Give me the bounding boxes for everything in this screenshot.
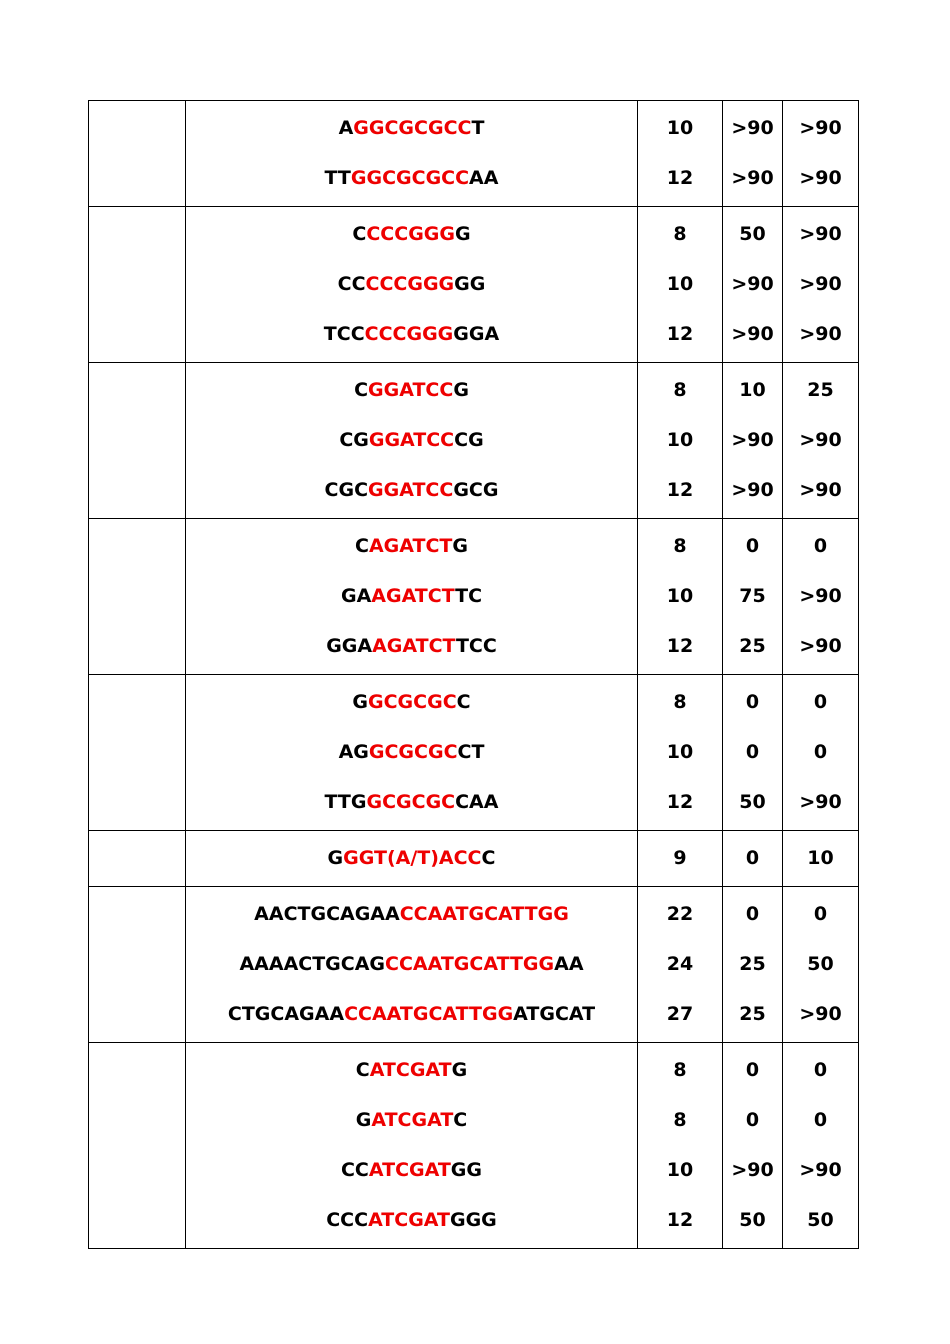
length-cell xyxy=(638,675,723,831)
recognition-site: GGCGCGCC xyxy=(353,117,472,139)
cleavage-percent-short: 50 xyxy=(739,1209,766,1231)
oligo-sequence xyxy=(186,1045,637,1095)
flank-5prime: CC xyxy=(337,273,366,295)
oligo-length: 10 xyxy=(666,741,694,763)
cleavage-percent-long: 50 xyxy=(807,953,834,975)
sequence-cell xyxy=(186,887,638,1043)
cleavage-percent-short: 25 xyxy=(739,635,766,657)
enzyme-cell xyxy=(89,207,186,363)
flank-5prime: G xyxy=(327,847,344,869)
cleavage-short-cell xyxy=(723,1043,783,1249)
recognition-site: CCCGGG xyxy=(364,323,454,345)
cleavage-percent-long: >90 xyxy=(799,479,842,501)
flank-3prime: TCC xyxy=(455,635,497,657)
flank-5prime: AG xyxy=(338,741,369,763)
cleavage-percent-short: 0 xyxy=(745,535,760,557)
cleavage-short-cell xyxy=(723,207,783,363)
enzyme-cell xyxy=(89,101,186,207)
flank-3prime: GG xyxy=(450,1159,482,1181)
cleavage-short-cell xyxy=(723,887,783,1043)
oligo-sequence xyxy=(186,1145,637,1195)
cleavage-percent-short: 0 xyxy=(745,1059,760,1081)
cleavage-percent-long: >90 xyxy=(799,273,842,295)
flank-5prime: AAAACTGCAG xyxy=(239,953,386,975)
flank-5prime: CGC xyxy=(324,479,369,501)
oligo-length: 12 xyxy=(666,167,694,189)
oligo-length: 8 xyxy=(673,1059,687,1081)
cleavage-percent-long: >90 xyxy=(799,635,842,657)
sequence-cell xyxy=(186,519,638,675)
cleavage-percent-short: >90 xyxy=(731,167,774,189)
cleavage-short-cell xyxy=(723,101,783,207)
oligo-sequence xyxy=(186,415,637,465)
oligo-length: 10 xyxy=(666,429,694,451)
flank-5prime: CG xyxy=(339,429,369,451)
oligo-sequence xyxy=(186,777,637,827)
flank-3prime: G xyxy=(453,379,469,401)
flank-5prime: GA xyxy=(340,585,372,607)
cleavage-percent-long: >90 xyxy=(799,429,842,451)
oligo-sequence xyxy=(186,365,637,415)
flank-5prime: GGA xyxy=(326,635,373,657)
cleavage-percent-short: 0 xyxy=(745,847,760,869)
oligo-length: 9 xyxy=(673,847,687,869)
cleavage-percent-long: >90 xyxy=(799,585,842,607)
flank-5prime: C xyxy=(352,223,367,245)
sequence-cell xyxy=(186,101,638,207)
flank-3prime: CAA xyxy=(455,791,499,813)
recognition-site: GCGCGC xyxy=(366,791,456,813)
cleavage-percent-short: >90 xyxy=(731,429,774,451)
oligo-sequence xyxy=(186,621,637,671)
oligo-length: 22 xyxy=(666,903,694,925)
recognition-site: GGATCC xyxy=(368,429,455,451)
oligo-length: 12 xyxy=(666,791,694,813)
cleavage-long-cell xyxy=(783,831,859,887)
oligo-length: 24 xyxy=(666,953,694,975)
flank-3prime: G xyxy=(451,1059,468,1081)
oligo-sequence xyxy=(186,259,637,309)
enzyme-cell xyxy=(89,363,186,519)
cleavage-percent-short: >90 xyxy=(731,479,774,501)
flank-3prime: TC xyxy=(455,585,483,607)
cleavage-percent-short: 75 xyxy=(739,585,766,607)
recognition-site: GGATCC xyxy=(368,479,454,501)
cleavage-percent-short: >90 xyxy=(731,1159,774,1181)
flank-3prime: CT xyxy=(457,741,485,763)
cleavage-long-cell xyxy=(783,101,859,207)
cleavage-percent-short: 25 xyxy=(739,953,766,975)
sequence-cell xyxy=(186,1043,638,1249)
oligo-length: 8 xyxy=(673,223,687,245)
cleavage-percent-long: 0 xyxy=(813,1109,828,1131)
table-row xyxy=(89,101,859,207)
flank-3prime: T xyxy=(471,117,485,139)
enzyme-cell xyxy=(89,1043,186,1249)
oligo-length: 12 xyxy=(666,1209,694,1231)
oligo-length: 12 xyxy=(666,635,694,657)
oligo-sequence xyxy=(186,1095,637,1145)
length-cell xyxy=(638,363,723,519)
recognition-site: CCAATGCATTGG xyxy=(385,953,555,975)
flank-5prime: G xyxy=(355,1109,372,1131)
cleavage-percent-long: 0 xyxy=(813,1059,828,1081)
cleavage-percent-long: 0 xyxy=(813,691,828,713)
cleavage-long-cell xyxy=(783,675,859,831)
oligo-sequence xyxy=(186,889,637,939)
oligo-sequence xyxy=(186,465,637,515)
oligo-length: 8 xyxy=(673,1109,687,1131)
recognition-site: GCGCGC xyxy=(368,741,458,763)
oligo-length: 10 xyxy=(666,273,694,295)
recognition-site: GGATCC xyxy=(368,379,454,401)
cleavage-percent-long: >90 xyxy=(799,117,842,139)
oligo-sequence xyxy=(186,153,637,203)
table-row xyxy=(89,831,859,887)
recognition-site: CCAATGCATTGG xyxy=(344,1003,514,1025)
recognition-site: ATCGAT xyxy=(368,1209,450,1231)
oligo-length: 10 xyxy=(666,117,694,139)
cleavage-percent-long: >90 xyxy=(799,323,842,345)
cleavage-percent-short: 0 xyxy=(745,1109,760,1131)
oligo-length: 8 xyxy=(673,535,687,557)
cleavage-long-cell xyxy=(783,519,859,675)
oligo-length: 8 xyxy=(673,691,687,713)
cleavage-short-cell xyxy=(723,519,783,675)
cleavage-long-cell xyxy=(783,1043,859,1249)
table-row xyxy=(89,1043,859,1249)
flank-3prime: AA xyxy=(469,167,499,189)
cleavage-percent-long: 0 xyxy=(813,741,828,763)
cleavage-long-cell xyxy=(783,887,859,1043)
flank-5prime: CC xyxy=(340,1159,369,1181)
recognition-site: CCCGGG xyxy=(365,273,455,295)
oligo-sequence xyxy=(186,1195,637,1245)
cleavage-percent-long: >90 xyxy=(799,1159,842,1181)
cleavage-percent-short: 25 xyxy=(739,1003,766,1025)
oligo-sequence xyxy=(186,989,637,1039)
length-cell xyxy=(638,887,723,1043)
cleavage-percent-short: 0 xyxy=(745,691,760,713)
flank-3prime: ATGCAT xyxy=(513,1003,596,1025)
cleavage-short-cell xyxy=(723,363,783,519)
cleavage-percent-long: 10 xyxy=(807,847,834,869)
flank-3prime: GCG xyxy=(453,479,499,501)
recognition-site: CCCGGG xyxy=(366,223,455,245)
flank-3prime: GGA xyxy=(453,323,500,345)
oligo-length: 12 xyxy=(666,479,694,501)
flank-3prime: G xyxy=(454,223,471,245)
flank-3prime: AA xyxy=(554,953,584,975)
cleavage-percent-short: >90 xyxy=(731,323,774,345)
cleavage-percent-long: 0 xyxy=(813,535,828,557)
oligo-cleavage-table xyxy=(88,100,859,1249)
recognition-site: AGATCT xyxy=(372,635,456,657)
oligo-sequence xyxy=(186,939,637,989)
cleavage-percent-long: >90 xyxy=(799,167,842,189)
flank-5prime: C xyxy=(355,535,369,557)
cleavage-percent-short: 50 xyxy=(739,791,766,813)
oligo-sequence xyxy=(186,571,637,621)
flank-5prime: AACTGCAGAA xyxy=(254,903,400,925)
cleavage-percent-long: 50 xyxy=(807,1209,834,1231)
cleavage-percent-long: 0 xyxy=(813,903,828,925)
recognition-site: GGCGCGCC xyxy=(350,167,470,189)
table-row xyxy=(89,207,859,363)
recognition-site: AGATCT xyxy=(368,535,453,557)
table-row xyxy=(89,675,859,831)
cleavage-percent-short: 10 xyxy=(739,379,766,401)
flank-5prime: C xyxy=(354,379,369,401)
sequence-cell xyxy=(186,675,638,831)
sequence-cell xyxy=(186,363,638,519)
length-cell xyxy=(638,207,723,363)
table-row xyxy=(89,363,859,519)
length-cell xyxy=(638,101,723,207)
cleavage-long-cell xyxy=(783,207,859,363)
enzyme-cell xyxy=(89,831,186,887)
oligo-sequence xyxy=(186,309,637,359)
enzyme-cell xyxy=(89,519,186,675)
cleavage-short-cell xyxy=(723,831,783,887)
oligo-length: 27 xyxy=(666,1003,694,1025)
oligo-length: 12 xyxy=(666,323,694,345)
length-cell xyxy=(638,519,723,675)
oligo-length: 10 xyxy=(666,1159,694,1181)
flank-3prime: C xyxy=(453,1109,468,1131)
flank-3prime: C xyxy=(456,691,471,713)
flank-5prime: A xyxy=(338,117,354,139)
flank-3prime: GGG xyxy=(449,1209,497,1231)
recognition-site: ATCGAT xyxy=(368,1159,451,1181)
oligo-sequence xyxy=(186,833,637,883)
recognition-site: AGATCT xyxy=(371,585,456,607)
flank-5prime: C xyxy=(355,1059,370,1081)
cleavage-long-cell xyxy=(783,363,859,519)
recognition-site: ATCGAT xyxy=(371,1109,454,1131)
recognition-site: CCAATGCATTGG xyxy=(399,903,569,925)
flank-5prime: TCC xyxy=(323,323,365,345)
cleavage-percent-short: 50 xyxy=(739,223,766,245)
table-row xyxy=(89,519,859,675)
flank-5prime: G xyxy=(352,691,369,713)
length-cell xyxy=(638,831,723,887)
cleavage-percent-long: 25 xyxy=(807,379,834,401)
cleavage-percent-short: >90 xyxy=(731,117,774,139)
flank-5prime: TT xyxy=(324,167,351,189)
oligo-length: 8 xyxy=(673,379,687,401)
flank-3prime: G xyxy=(452,535,468,557)
flank-3prime: C xyxy=(481,847,496,869)
table-row xyxy=(89,887,859,1043)
enzyme-cell xyxy=(89,887,186,1043)
sequence-cell xyxy=(186,207,638,363)
flank-5prime: CTGCAGAA xyxy=(227,1003,345,1025)
cleavage-percent-short: 0 xyxy=(745,903,760,925)
flank-3prime: GG xyxy=(454,273,486,295)
oligo-sequence xyxy=(186,209,637,259)
cleavage-percent-short: >90 xyxy=(731,273,774,295)
oligo-sequence xyxy=(186,521,637,571)
length-cell xyxy=(638,1043,723,1249)
recognition-site: GCGCGC xyxy=(368,691,457,713)
flank-5prime: CCC xyxy=(326,1209,369,1231)
recognition-site: ATCGAT xyxy=(369,1059,452,1081)
cleavage-percent-long: >90 xyxy=(799,1003,842,1025)
cleavage-percent-long: >90 xyxy=(799,223,842,245)
recognition-site: GGT(A/T)ACC xyxy=(343,847,482,869)
oligo-sequence xyxy=(186,727,637,777)
cleavage-short-cell xyxy=(723,675,783,831)
cleavage-percent-long: >90 xyxy=(799,791,842,813)
sequence-cell xyxy=(186,831,638,887)
flank-5prime: TTG xyxy=(324,791,367,813)
oligo-length: 10 xyxy=(666,585,694,607)
oligo-sequence xyxy=(186,103,637,153)
cleavage-percent-short: 0 xyxy=(745,741,760,763)
oligo-sequence xyxy=(186,677,637,727)
flank-3prime: CG xyxy=(454,429,484,451)
enzyme-cell xyxy=(89,675,186,831)
table-body xyxy=(89,101,859,1249)
